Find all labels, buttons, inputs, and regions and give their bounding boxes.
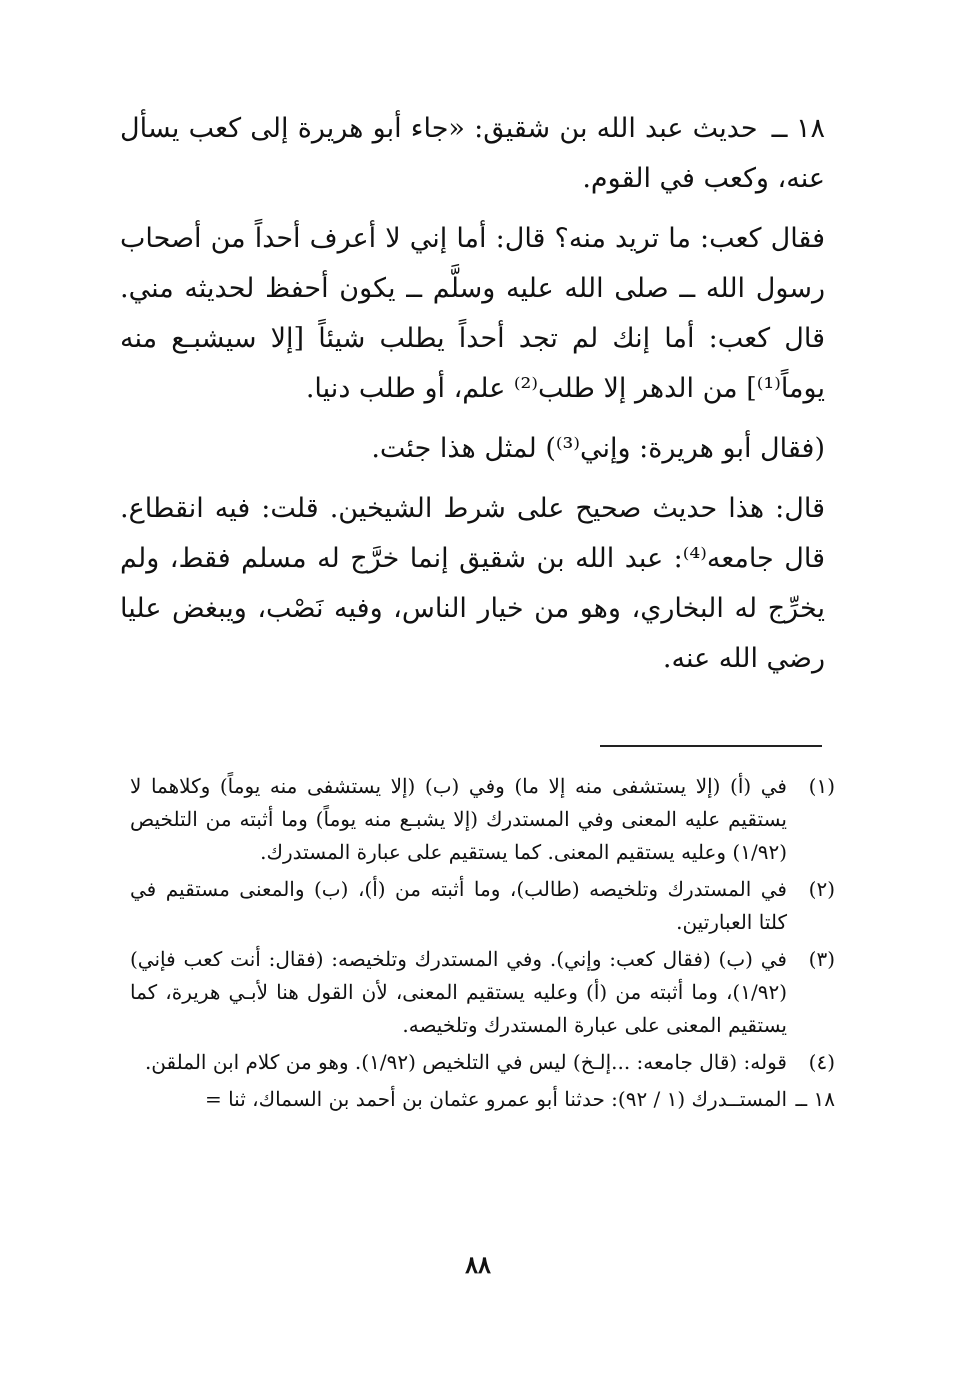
footnote-separator — [600, 745, 822, 747]
footnote-text: في (ب) (فقال كعب: وإني). وفي المستدرك وتلخيصه: (فقال: أنت كعب فإني) (١/٩٢)، وما أثبته من (أ) وعليه يستقيم المعنى، لأن القول هنا لأبـي هريرة، كما يستقيم المعنى على عبارة المستدرك وتلخيصه. — [130, 947, 787, 1037]
footnote-text: المستــدرك (١ / ٩٢): حدثنا أبو عمرو عثمان بن أحمد بن السماك، ثنا = — [204, 1087, 787, 1111]
footnote-text: قوله: (قال جامعه: ...إلـخ) ليس في التلخيص (١/٩٢). وهو من كلام ابن الملقن. — [144, 1050, 787, 1074]
hadith-number: ١٨ ــ — [771, 113, 825, 144]
footnote-number: (١) — [808, 774, 835, 798]
footnote-1 — [130, 770, 835, 869]
main-text — [120, 104, 825, 694]
page-number: ٨٨ — [465, 1250, 491, 1279]
footnotes — [130, 770, 835, 1120]
paragraph-hadith-intro — [120, 104, 825, 204]
footnote-source — [130, 1083, 835, 1116]
footnote-number: (٣) — [808, 947, 835, 971]
footnote-number: (٤) — [808, 1050, 835, 1074]
paragraph-4: قال: هذا حديث صحيح على شرط الشيخين. قلت: فيه انقطاع. قال جامعه⁽⁴⁾: عبد الله بن شقيق إنما خرَّج له مسلم فقط، ولم يخرِّج له البخاري، وهو من خيار الناس، وفيه نَصْب، ويبغض عليا رضي الله عنه. — [120, 493, 825, 674]
footnote-4 — [130, 1046, 835, 1079]
paragraph-1-text: حديث عبد الله بن شقيق: «جاء أبو هريرة إلى كعب يسأل عنه، وكعب في القوم. — [120, 113, 825, 194]
footnote-text: في المستدرك وتلخيصه (طالب)، وما أثبته من (أ)، (ب) والمعنى مستقيم في كلتا العبارتين. — [130, 877, 787, 934]
footnote-number: ١٨ ــ — [795, 1087, 835, 1111]
footnote-text: في (أ) (إلا يستشفى منه إلا ما) وفي (ب) (إلا يستشفى منه يوماً) وكلاهما لا يستقيم عليه المعنى وفي المستدرك (إلا يشبـع منه يوماً) وما أثبته من التلخيص (١/٩٢) وعليه يستقيم المعنى. كما يستقيم على عبارة المستدرك. — [130, 774, 787, 864]
footnote-number: (٢) — [808, 877, 835, 901]
paragraph-3: (فقال أبو هريرة: وإني⁽³⁾) لمثل هذا جئت. — [371, 433, 825, 464]
footnote-2 — [130, 873, 835, 939]
footnote-3 — [130, 943, 835, 1042]
paragraph-2: فقال كعب: ما تريد منه؟ قال: أما إني لا أعرف أحداً من أصحاب رسول الله ــ صلى الله عليه وسلَّم ــ يكون أحفظ لحديثه مني. قال كعب: أما إنك لم تجد أحداً يطلب شيئاً [إلا سيشبـع منه يوماً⁽¹⁾] من الدهر إلا طلب⁽²⁾ علم، أو طلب دنيا. — [120, 223, 825, 404]
